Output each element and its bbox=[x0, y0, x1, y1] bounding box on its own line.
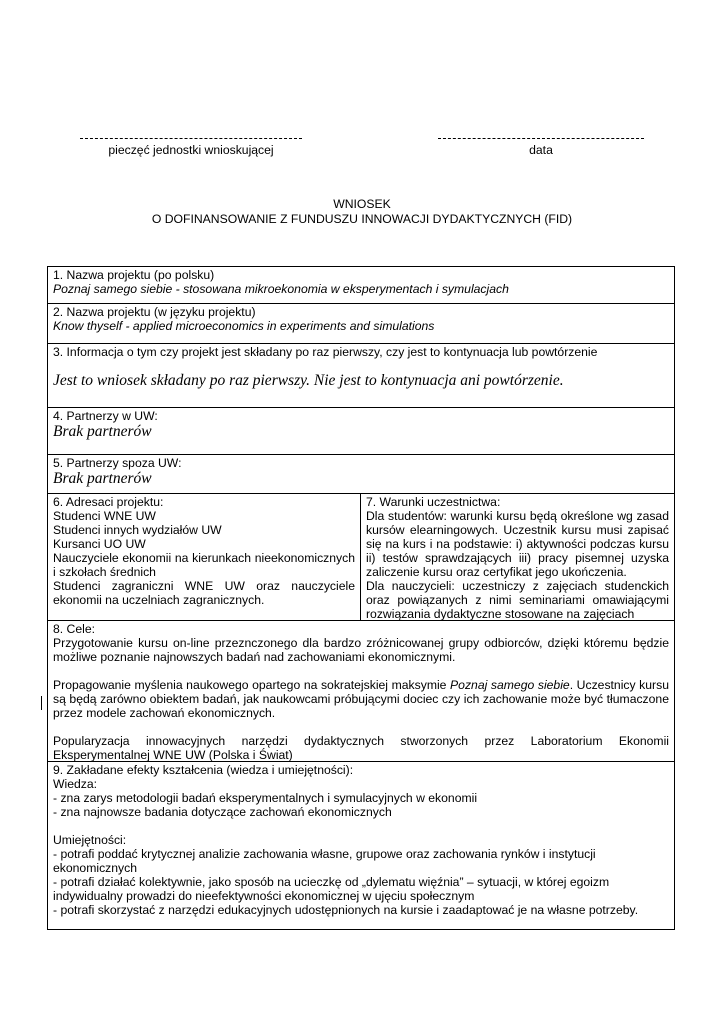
title-line-2: O DOFINANSOWANIE Z FUNDUSZU INNOWACJI DYDAKTYCZNYCH (FID) bbox=[151, 212, 573, 226]
section-4-value: Brak partnerów bbox=[53, 423, 152, 440]
section-7-label: 7. Warunki uczestnictwa: bbox=[366, 495, 501, 509]
audience-item: Studenci WNE UW bbox=[53, 509, 156, 523]
audience-item: Nauczyciele ekonomii na kierunkach nieekonomicznych i szkołach średnich bbox=[53, 551, 355, 579]
stamp-signature-area bbox=[80, 138, 302, 157]
section-2-label: 2. Nazwa projektu (w języku projektu) bbox=[53, 305, 256, 319]
section-3-value: Jest to wniosek składany po raz pierwszy. Nie jest to kontynuacja ani powtórzenie. bbox=[53, 372, 564, 389]
section-1-label: 1. Nazwa projektu (po polsku) bbox=[53, 268, 215, 282]
knowledge-item: - zna zarys metodologii badań eksperymentalnych i symulacyjnych w ekonomii bbox=[53, 791, 478, 805]
goal-2-text-start: Propagowanie myślenia naukowego opartego na sokratejskiej maksymie bbox=[53, 678, 451, 692]
section-8-goals bbox=[48, 621, 674, 762]
sections-6-7-row bbox=[48, 494, 674, 621]
audience-item: Studenci zagraniczni WNE UW oraz nauczyciele ekonomii na uczelniach zagranicznych. bbox=[53, 579, 355, 607]
goal-2-maxim: Poznaj samego siebie bbox=[450, 678, 570, 692]
skills-item: - potrafi poddać krytycznej analizie zachowania własne, grupowe oraz zachowania rynków i instytucji ekonomicznych bbox=[53, 847, 596, 875]
section-9-label: 9. Zakładane efekty kształcenia (wiedza i umiejętności): bbox=[53, 763, 354, 777]
conditions-students: Dla studentów: warunki kursu będą określone wg zasad kursów elearningowych. Uczestnik kursu musi zapisać się na kurs i na podstawie: i) aktywności podczas kursu ii) testów sprawdzających iii) pracy pisemnej uzyska zaliczenie kursu oraz certyfikat jego ukończenia. bbox=[366, 509, 669, 579]
margin-change-bar bbox=[41, 696, 42, 710]
conditions-teachers: Dla nauczycieli: uczestniczy z zajęciach studenckich oraz powiązanych z nimi seminariami omawiającymi rozwiązania dydaktyczne stosowane na zajęciach bbox=[366, 579, 669, 621]
skills-item: - potrafi skorzystać z narzędzi edukacyjnych udostępnionych na kursie i zaadaptować je na własne potrzeby. bbox=[53, 903, 639, 917]
section-4-partners-uw bbox=[48, 408, 674, 455]
goal-paragraph-1: Przygotowanie kursu on-line przeznczonego dla bardzo zróżnicowanej grupy odbiorców, dzięki któremu będzie możliwe poznanie najnowszych badań nad zachowaniami ekonomicznymi. bbox=[53, 636, 669, 664]
document-title bbox=[0, 197, 724, 227]
section-9-learning-outcomes bbox=[48, 762, 674, 929]
date-dotted-line bbox=[438, 138, 644, 139]
section-6-target-audience bbox=[48, 494, 361, 620]
audience-item: Studenci innych wydziałów UW bbox=[53, 523, 222, 537]
section-3-first-submission-info bbox=[48, 344, 674, 408]
section-3-label: 3. Informacja o tym czy projekt jest składany po raz pierwszy, czy jest to kontynuacja lub powtórzenie bbox=[53, 345, 598, 359]
goal-paragraph-2 bbox=[53, 678, 669, 720]
stamp-label: pieczęć jednostki wnioskującej bbox=[108, 143, 274, 157]
section-6-label: 6. Adresaci projektu: bbox=[53, 495, 164, 509]
knowledge-item: - zna najnowsze badania dotyczące zachowań ekonomicznych bbox=[53, 805, 392, 819]
section-1-value: Poznaj samego siebie - stosowana mikroekonomia w eksperymentach i symulacjach bbox=[53, 282, 509, 296]
goal-paragraph-3: Popularyzacja innowacyjnych narzędzi dydaktycznych stworzonych przez Laboratorium Ekonomii Eksperymentalnej WNE UW (Polska i Świat) bbox=[53, 734, 669, 762]
section-1-project-name-pl bbox=[48, 267, 674, 304]
skills-item: - potrafi działać kolektywnie, jako sposób na ucieczkę od „dylematu więźnia” – sytuacji, w której egoizm indywidualny prowadzi do nieefektywności ekonomicznej w ujęciu społecznym bbox=[53, 875, 610, 903]
section-5-value: Brak partnerów bbox=[53, 470, 152, 487]
section-7-participation-conditions bbox=[361, 494, 674, 620]
section-5-partners-outside-uw bbox=[48, 455, 674, 494]
title-line-1: WNIOSEK bbox=[333, 197, 391, 211]
section-2-project-name-original bbox=[48, 304, 674, 344]
section-2-value: Know thyself - applied microeconomics in experiments and simulations bbox=[53, 319, 435, 333]
goal-2-text-end: . Uczestnicy kursu są będą zarówno obiektem badań, jak naukowcami próbującymi dociec czy ich zachowanie może być tłumaczone przez modele zachowań ekonomicznych. bbox=[53, 678, 669, 720]
section-5-label: 5. Partnerzy spoza UW: bbox=[53, 456, 182, 470]
skills-heading: Umiejętności: bbox=[53, 833, 127, 847]
date-signature-area bbox=[438, 138, 644, 157]
audience-item: Kursanci UO UW bbox=[53, 537, 146, 551]
knowledge-heading: Wiedza: bbox=[53, 777, 98, 791]
date-label: data bbox=[529, 143, 553, 157]
application-form-table bbox=[47, 266, 675, 930]
stamp-dotted-line bbox=[80, 138, 302, 139]
section-8-label: 8. Cele: bbox=[53, 622, 96, 636]
section-4-label: 4. Partnerzy w UW: bbox=[53, 409, 158, 423]
